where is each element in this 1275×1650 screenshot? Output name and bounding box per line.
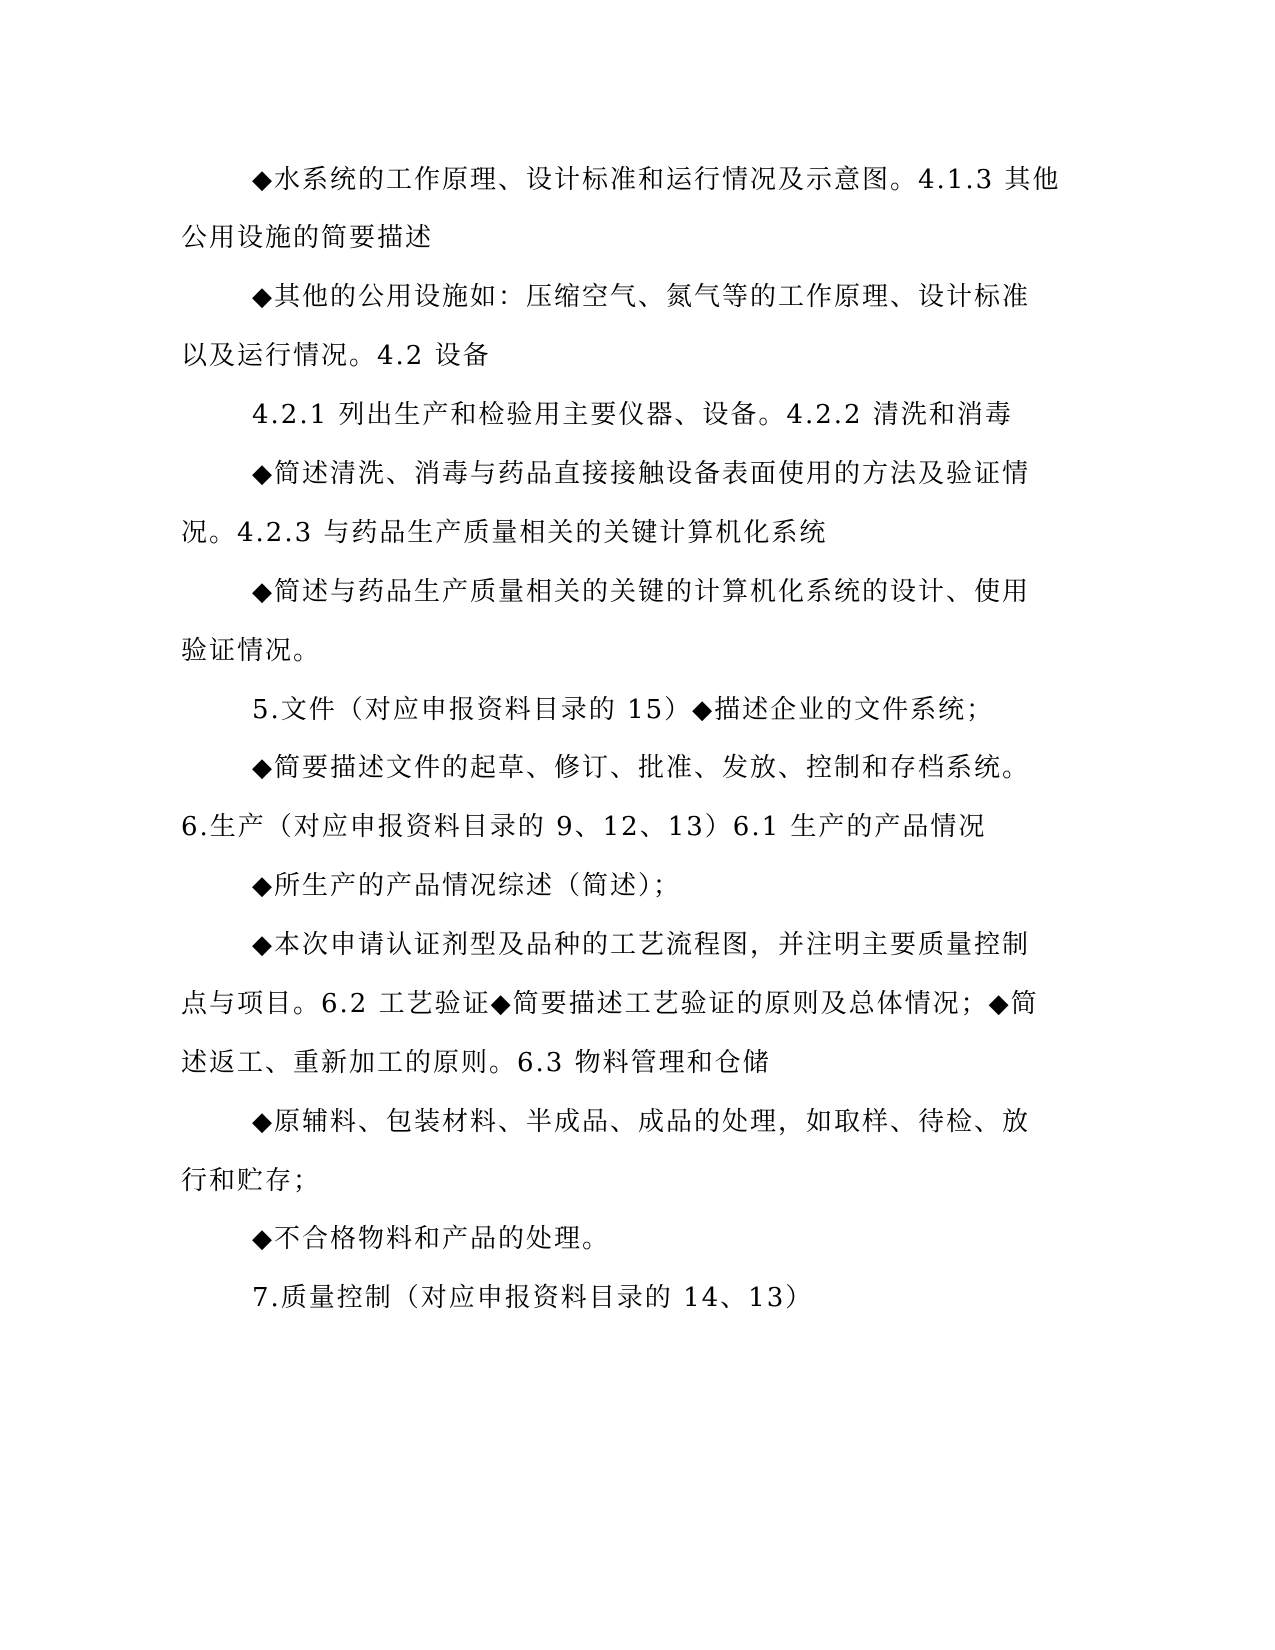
- text-line-13-content: ◆所生产的产品情况综述（简述）；: [252, 871, 681, 901]
- text-line-3: [0, 277, 1275, 317]
- text-line-18-content: 行和贮存；: [181, 1166, 322, 1196]
- text-line-11: [0, 748, 1275, 788]
- text-line-18: [0, 1161, 1275, 1201]
- text-line-1: [0, 160, 1275, 200]
- text-line-10: [0, 690, 1275, 730]
- text-line-8-content: ◆简述与药品生产质量相关的关键的计算机化系统的设计、使用: [252, 577, 1030, 607]
- text-line-20: [0, 1278, 1275, 1318]
- text-line-1-content: ◆水系统的工作原理、设计标准和运行情况及示意图。4.1.3 其他: [252, 165, 1061, 195]
- text-line-4-content: 以及运行情况。4.2 设备: [181, 341, 491, 371]
- text-line-6-content: ◆简述清洗、消毒与药品直接接触设备表面使用的方法及验证情: [252, 459, 1030, 489]
- text-line-9-content: 验证情况。: [181, 636, 322, 666]
- text-line-9: [0, 631, 1275, 671]
- text-line-20-content: 7.质量控制（对应申报资料目录的 14、13）: [252, 1283, 814, 1313]
- text-line-6: [0, 454, 1275, 494]
- text-line-8: [0, 572, 1275, 612]
- text-line-7-content: 况。4.2.3 与药品生产质量相关的关键计算机化系统: [181, 518, 828, 548]
- text-line-15-content: 点与项目。6.2 工艺验证◆简要描述工艺验证的原则及总体情况；◆简: [181, 989, 1039, 1019]
- text-line-12-content: 6.生产（对应申报资料目录的 9、12、13）6.1 生产的产品情况: [181, 812, 987, 842]
- text-line-17: [0, 1102, 1275, 1142]
- text-line-4: [0, 336, 1275, 376]
- text-line-11-content: ◆简要描述文件的起草、修订、批准、发放、控制和存档系统。: [252, 753, 1030, 783]
- text-line-2: [0, 218, 1275, 258]
- text-line-19-content: ◆不合格物料和产品的处理。: [252, 1224, 610, 1254]
- text-line-3-content: ◆其他的公用设施如：压缩空气、氮气等的工作原理、设计标准: [252, 282, 1030, 312]
- text-line-10-content: 5.文件（对应申报资料目录的 15）◆描述企业的文件系统；: [252, 695, 995, 725]
- text-line-17-content: ◆原辅料、包装材料、半成品、成品的处理，如取样、待检、放: [252, 1107, 1030, 1137]
- text-line-15: [0, 984, 1275, 1024]
- text-line-5-content: 4.2.1 列出生产和检验用主要仪器、设备。4.2.2 清洗和消毒: [252, 400, 1013, 430]
- text-line-14-content: ◆本次申请认证剂型及品种的工艺流程图，并注明主要质量控制: [252, 930, 1030, 960]
- text-line-16-content: 述返工、重新加工的原则。6.3 物料管理和仓储: [181, 1048, 771, 1078]
- text-line-16: [0, 1043, 1275, 1083]
- text-line-19: [0, 1219, 1275, 1259]
- text-line-14: [0, 925, 1275, 965]
- text-line-13: [0, 866, 1275, 906]
- text-line-12: [0, 807, 1275, 847]
- text-line-5: [0, 395, 1275, 435]
- text-line-7: [0, 513, 1275, 553]
- text-line-2-content: 公用设施的简要描述: [181, 223, 434, 253]
